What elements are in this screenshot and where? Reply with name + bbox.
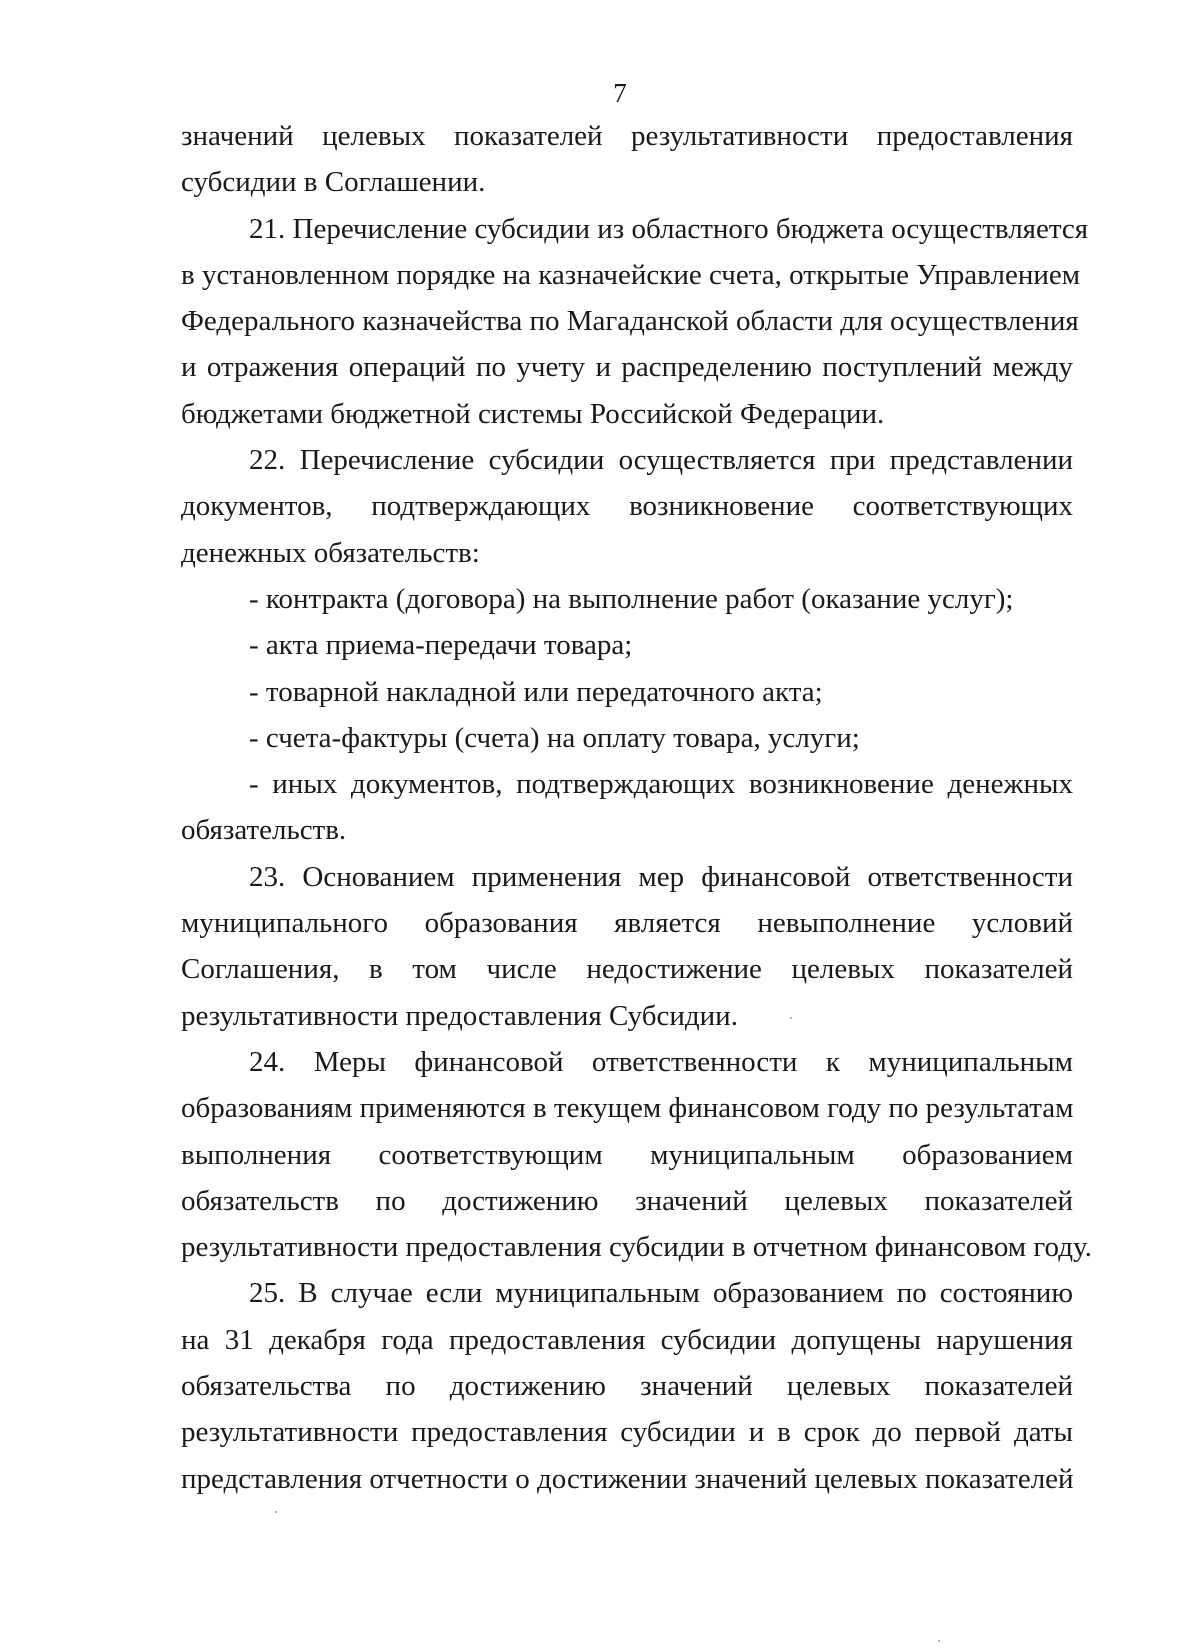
text-line: документов, подтверждающих возникновение соответствующих — [181, 490, 1073, 523]
text-line: выполнения соответствующим муниципальным образованием — [181, 1138, 1073, 1171]
page-number: 7 — [613, 78, 627, 108]
list-item: - контракта (договора) на выполнение работ (оказание услуг); — [249, 582, 1014, 615]
text-line: результативности предоставления субсидии в отчетном финансовом году. — [181, 1231, 1092, 1264]
text-line: Федерального казначейства по Магаданской области для осуществления — [181, 305, 1079, 338]
text-line: бюджетами бюджетной системы Российской Федерации. — [181, 397, 885, 430]
text-line: обязательства по достижению значений целевых показателей — [181, 1370, 1073, 1403]
paragraph-23-start: 23. Основанием применения мер финансовой ответственности — [249, 860, 1073, 893]
list-item: - счета-фактуры (счета) на оплату товара, услуги; — [249, 721, 860, 754]
text-line: представления отчетности о достижении значений целевых показателей — [181, 1462, 1074, 1495]
text-line: денежных обязательств: — [181, 536, 480, 569]
text-line: значений целевых показателей результативности предоставления — [181, 120, 1073, 152]
scan-speck — [938, 1640, 940, 1642]
paragraph-24-start: 24. Меры финансовой ответственности к муниципальным — [249, 1045, 1073, 1078]
text-line: обязательств. — [181, 814, 347, 847]
text-line: образованиям применяются в текущем финансовом году по результатам — [181, 1092, 1074, 1125]
text-line: и отражения операций по учету и распределению поступлений между — [181, 351, 1073, 384]
paragraph-22-start: 22. Перечисление субсидии осуществляется при представлении — [249, 444, 1073, 477]
text-line: субсидии в Соглашении. — [181, 166, 486, 199]
text-line: на 31 декабря года предоставления субсидии допущены нарушения — [181, 1323, 1073, 1356]
text-line: муниципального образования является невыполнение условий — [181, 907, 1073, 940]
paragraph-25-start: 25. В случае если муниципальным образованием по состоянию — [249, 1277, 1073, 1310]
list-item: - иных документов, подтверждающих возникновение денежных — [249, 768, 1073, 801]
list-item: - товарной накладной или передаточного акта; — [249, 675, 823, 708]
document-body — [181, 113, 1092, 1502]
text-line: в установленном порядке на казначейские счета, открытые Управлением — [181, 258, 1081, 291]
text-line: результативности предоставления субсидии и в срок до первой даты — [181, 1416, 1073, 1449]
paragraph-21-start: 21. Перечисление субсидии из областного бюджета осуществляется — [249, 212, 1089, 245]
text-line: обязательств по достижению значений целевых показателей — [181, 1184, 1073, 1217]
scan-speck — [275, 1511, 277, 1513]
list-item: - акта приема-передачи товара; — [249, 629, 633, 662]
text-line: результативности предоставления Субсидии. — [181, 999, 738, 1032]
text-line: Соглашения, в том числе недостижение целевых показателей — [181, 953, 1073, 986]
scan-speck — [790, 1017, 792, 1019]
